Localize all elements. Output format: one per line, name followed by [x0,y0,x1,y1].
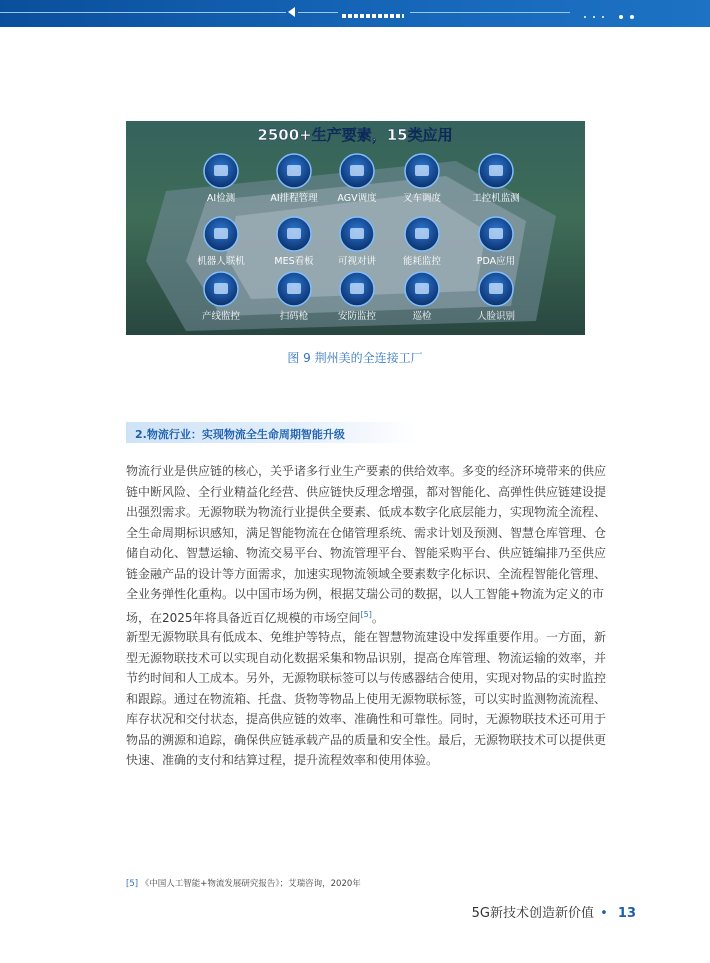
app-node [403,217,442,267]
paragraph-line-text: 场，在2025年将具备近百亿规模的市场空间 [126,610,361,625]
page-number: 13 [617,906,636,921]
figure-caption: 图 9 荆州美的全连接工厂 [287,351,423,365]
app-node [337,154,377,204]
app-node [277,272,311,322]
citation-link[interactable]: [5] [360,609,372,619]
header-dot [593,16,595,18]
body-paragraph-2 [126,627,607,771]
device-icon [415,165,429,176]
app-label: MES看板 [274,256,314,267]
paragraph-last-line [126,605,588,629]
factory-figure [126,121,585,335]
page-footer [472,902,636,921]
paragraph-line: 快速、准确的支付和结算过程，提升流程效率和使用体验。 [126,753,439,767]
footer-title: 5G新技术创造新价值 [471,906,594,921]
app-label: AI排程管理 [270,193,318,204]
paragraph-line: 节约时间和人工成本。另外，无源物联标签可以与传感器结合使用，实现对物品的实时监控 [126,671,607,685]
factory-illustration [126,121,585,335]
device-icon [287,165,301,176]
header-bar [0,0,710,27]
header-dot [602,16,604,18]
section-heading-bar [126,422,416,443]
app-label: 能耗监控 [402,256,442,267]
app-label: 巡检 [412,311,432,322]
footnote-text: 《中国人工智能+物流发展研究报告》；艾瑞咨询，2020年 [140,879,361,889]
header-line-left [0,12,286,13]
app-label: 机器人联机 [197,256,245,267]
app-node [338,272,377,322]
header-dot [619,15,623,19]
app-node [338,217,377,267]
header-dot [584,16,586,18]
device-icon [489,283,503,294]
app-label: AGV调度 [337,193,377,204]
app-label: 人脸识别 [476,311,516,322]
app-label: PDA应用 [476,256,516,267]
device-icon [350,165,364,176]
footer-bullet: • [600,906,608,921]
paragraph-line: 新型无源物联具有低成本、免维护等特点，能在智慧物流建设中发挥重要作用。一方面，新 [126,630,607,644]
footnote-ref: [5] [126,879,139,889]
device-icon [489,228,503,239]
figure-headline: 2500+生产要素，15类应用 [257,126,453,144]
paragraph-line: 和跟踪。通过在物流箱、托盘、货物等物品上使用无源物联标签，可以实时监测物流流程、 [126,691,607,706]
app-node [204,154,238,204]
device-icon [287,283,301,294]
app-label: 产线监控 [201,311,241,322]
app-label: 叉车调度 [402,193,442,204]
paragraph-line-end: 。 [371,610,384,625]
paragraph-line: 储自动化、智慧运输、物流交易平台、物流管理平台、智能采购平台、供应链编排乃至供应 [126,546,607,560]
paragraph-line: 物品的溯源和追踪，确保供应链承载产品的质量和安全性。最后，无源物联技术可以提供更 [126,732,607,747]
device-icon [287,228,301,239]
app-label: 扫码枪 [279,311,309,322]
app-node [477,217,515,267]
app-label: 安防监控 [337,311,377,322]
app-node [403,154,442,204]
paragraph-line: 全业务弹性化重构。以中国市场为例，根据艾瑞公司的数据，以人工智能+物流为定义的市 [126,587,605,601]
header-line-mid [298,12,338,13]
app-label: AI检测 [206,193,236,204]
footnote [126,877,361,889]
section-heading: 2.物流行业：实现物流全生命周期智能升级 [135,428,345,441]
device-icon [350,283,364,294]
header-dashes-decoration [342,14,404,18]
app-label: 可视对讲 [337,256,377,267]
app-node [274,217,314,267]
device-icon [214,165,228,176]
body-paragraph-1 [126,461,607,628]
paragraph-line: 型无源物联技术可以实现自动化数据采集和物品识别，提高仓库管理、物流运输的效率，并 [126,650,607,665]
header-dot [630,15,634,19]
paragraph-line: 库存状况和交付状态，提高供应链的效率、准确性和可靠性。同时，无源物联技术还可用于 [126,712,607,726]
device-icon [415,228,429,239]
device-icon [214,228,228,239]
paragraph-line: 物流行业是供应链的核心，关乎诸多行业生产要素的供给效率。多变的经济环境带来的供应 [126,464,607,478]
paragraph-line: 链中断风险、全行业精益化经营、供应链快反理念增强，都对智能化、高弹性供应链建设提 [126,484,607,499]
app-node [202,272,241,322]
device-icon [214,283,228,294]
paragraph-line: 链金融产品的设计等方面需求，加速实现物流领域全要素数字化标识、全流程智能化管理、 [126,566,607,581]
back-arrow-icon [288,7,295,17]
app-label: 工控机监测 [472,193,520,204]
header-line-right [410,12,570,13]
paragraph-line: 出强烈需求。无源物联为物流行业提供全要素、低成本数字化底层能力，实现物流全流程、 [126,505,607,519]
app-node [477,272,515,322]
device-icon [415,283,429,294]
device-icon [350,228,364,239]
device-icon [489,165,503,176]
paragraph-line: 全生命周期标识感知，满足智能物流在仓储管理系统、需求计划及预测、智慧仓库管理、仓 [126,525,607,540]
